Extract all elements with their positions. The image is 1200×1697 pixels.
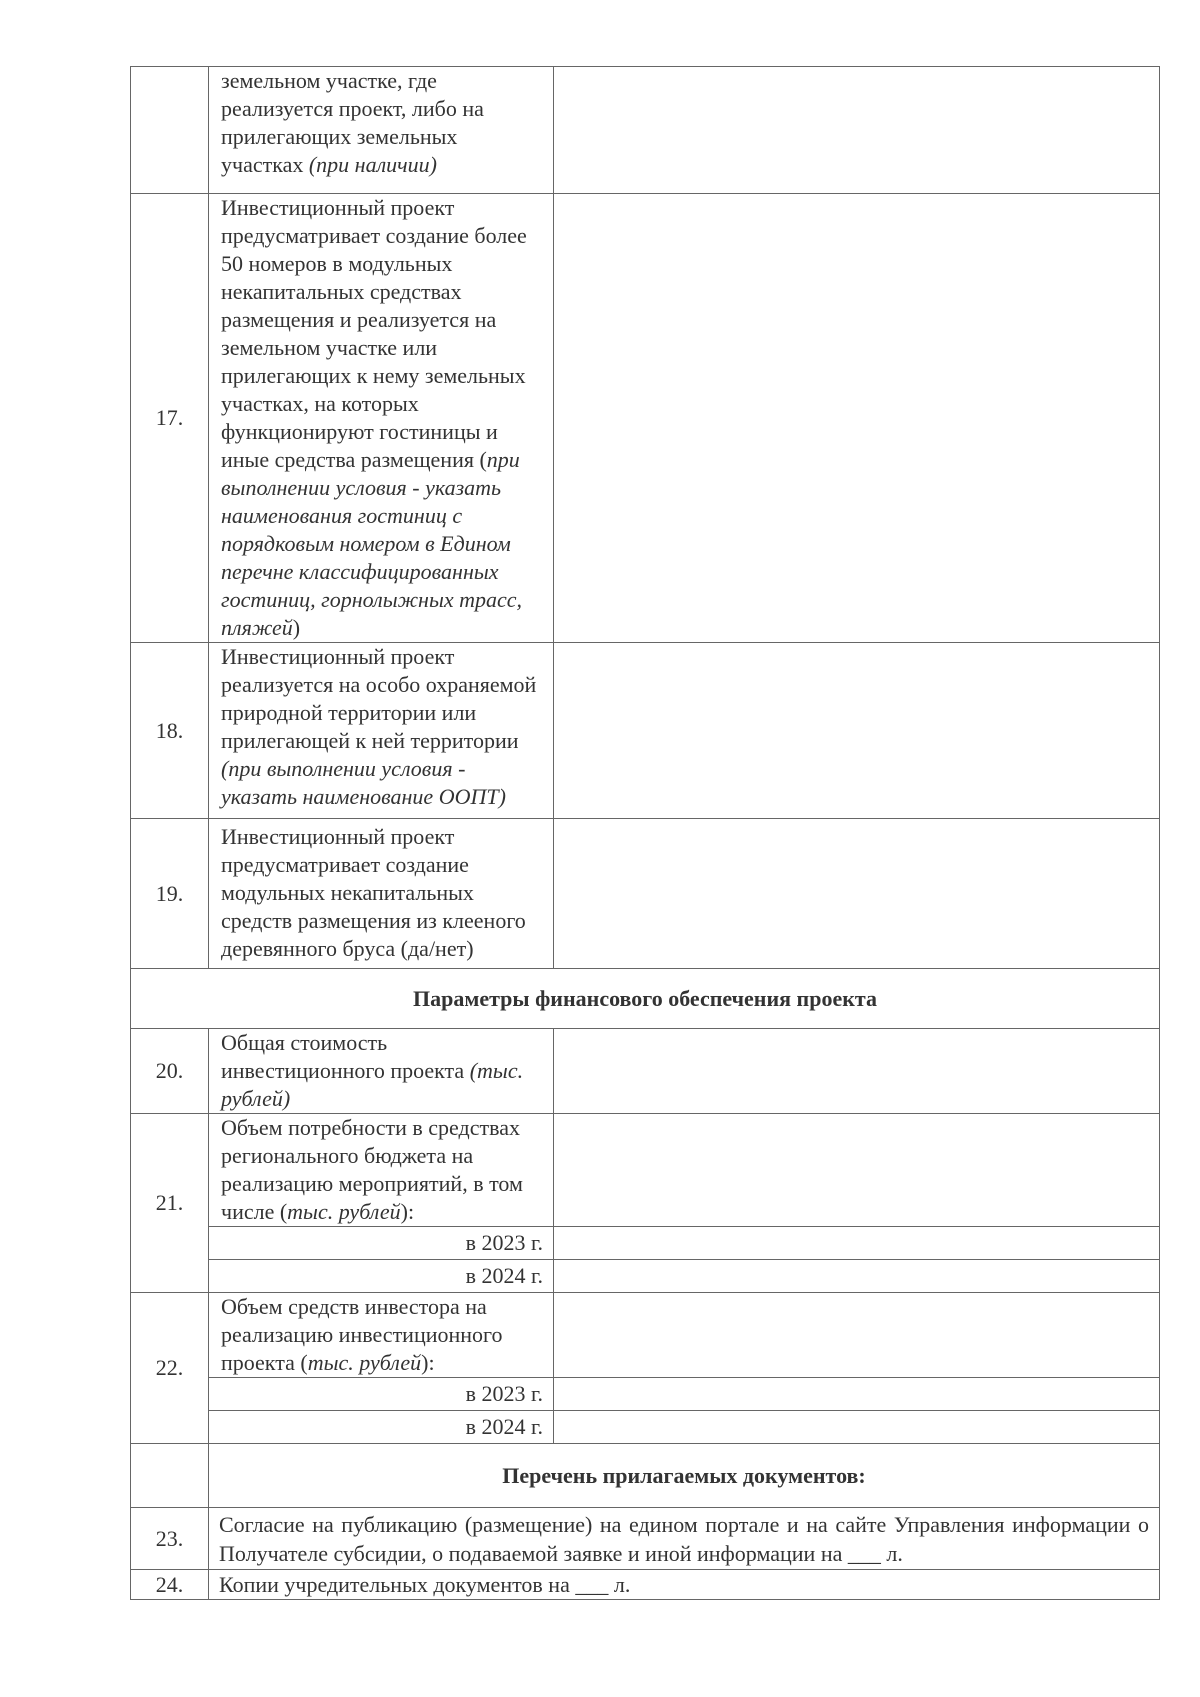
row-17-close: )	[292, 615, 301, 640]
row-description	[209, 67, 554, 194]
year-label: в 2023 г.	[209, 1227, 554, 1260]
row-22-2023-value-cell[interactable]	[554, 1378, 1160, 1411]
table-row-22	[131, 1293, 1160, 1378]
row-17-note: при выполнении условия - указать наименования гостиниц с порядковым номером в Едином перечне классифицированных гостиниц, горнолыжных трасс, пляжей	[221, 447, 523, 640]
table-row-19	[131, 819, 1160, 969]
table-row-20	[131, 1029, 1160, 1114]
row-18-value-cell[interactable]	[554, 643, 1160, 819]
row-number-cell	[131, 1444, 209, 1508]
row-22-value-cell[interactable]	[554, 1293, 1160, 1378]
table-row-21	[131, 1114, 1160, 1227]
row-22-close: ):	[421, 1350, 435, 1375]
row-21-2024-value-cell[interactable]	[554, 1260, 1160, 1293]
row-21-2023-value-cell[interactable]	[554, 1227, 1160, 1260]
table-row-22-year-2023	[131, 1378, 1160, 1411]
row-23-text: Согласие на публикацию (размещение) на едином портале и на сайте Управления информации о Получателе субсидии, о подаваемой заявке и иной информации на ___ л.	[209, 1508, 1160, 1570]
row-20-text: Общая стоимость инвестиционного проекта	[221, 1030, 465, 1083]
row-number: 24.	[131, 1570, 209, 1600]
row-number: 19.	[131, 819, 209, 969]
row-description	[209, 1293, 554, 1378]
table-row-21-year-2024	[131, 1260, 1160, 1293]
row-number: 18.	[131, 643, 209, 819]
row-number: 22.	[131, 1293, 209, 1444]
table-row-17	[131, 194, 1160, 643]
row-16-note: (при наличии)	[308, 152, 437, 177]
row-21-note: тыс. рублей	[287, 1199, 401, 1224]
row-21-value-cell[interactable]	[554, 1114, 1160, 1227]
row-description	[209, 194, 554, 643]
row-16-value-cell[interactable]	[554, 67, 1160, 194]
row-21-text: Объем потребности в средствах регионального бюджета на реализацию мероприятий, в том числе (	[221, 1115, 523, 1224]
row-17-value-cell[interactable]	[554, 194, 1160, 643]
table-row-23	[131, 1508, 1160, 1570]
row-18-text: Инвестиционный проект реализуется на особо охраняемой природной территории или прилегающей к ней территории	[221, 644, 537, 753]
row-20-note: (тыс. рублей)	[221, 1058, 524, 1111]
year-label: в 2024 г.	[209, 1411, 554, 1444]
table-row-21-year-2023	[131, 1227, 1160, 1260]
table-row-24	[131, 1570, 1160, 1600]
row-description	[209, 1029, 554, 1114]
row-number: 21.	[131, 1114, 209, 1293]
section-header-row	[131, 1444, 1160, 1508]
row-21-close: ):	[400, 1199, 415, 1224]
row-description	[209, 643, 554, 819]
row-22-note: тыс. рублей	[307, 1350, 422, 1375]
section-header-row	[131, 969, 1160, 1029]
form-table	[130, 66, 1160, 1600]
table-row-16-continued	[131, 67, 1160, 194]
row-24-text: Копии учредительных документов на ___ л.	[209, 1570, 1160, 1600]
row-20-value-cell[interactable]	[554, 1029, 1160, 1114]
row-22-text: Объем средств инвестора на реализацию инвестиционного проекта (	[221, 1294, 503, 1375]
table-row-18	[131, 643, 1160, 819]
section-title-documents: Перечень прилагаемых документов:	[209, 1444, 1160, 1508]
year-label: в 2024 г.	[209, 1260, 554, 1293]
row-16-text: земельном участке, где реализуется проект, либо на прилегающих земельных участках	[221, 68, 484, 177]
year-label: в 2023 г.	[209, 1378, 554, 1411]
row-number-cell	[131, 67, 209, 194]
row-description: Инвестиционный проект предусматривает создание модульных некапитальных средств размещения из клееного деревянного бруса (да/нет)	[209, 819, 554, 969]
section-title-finance: Параметры финансового обеспечения проекта	[131, 969, 1160, 1029]
row-number: 17.	[131, 194, 209, 643]
row-17-text: Инвестиционный проект предусматривает создание более 50 номеров в модульных некапитальных средствах размещения и реализуется на земельном участке или прилегающих к нему земельных участках, на которых функционируют гостиницы и иные средства размещения (	[221, 195, 527, 472]
row-19-value-cell[interactable]	[554, 819, 1160, 969]
row-number: 20.	[131, 1029, 209, 1114]
application-form-page	[130, 66, 1159, 1600]
table-row-22-year-2024	[131, 1411, 1160, 1444]
row-number: 23.	[131, 1508, 209, 1570]
row-22-2024-value-cell[interactable]	[554, 1411, 1160, 1444]
row-description	[209, 1114, 554, 1227]
row-18-note: (при выполнении условия - указать наименование ООПТ)	[221, 756, 506, 809]
